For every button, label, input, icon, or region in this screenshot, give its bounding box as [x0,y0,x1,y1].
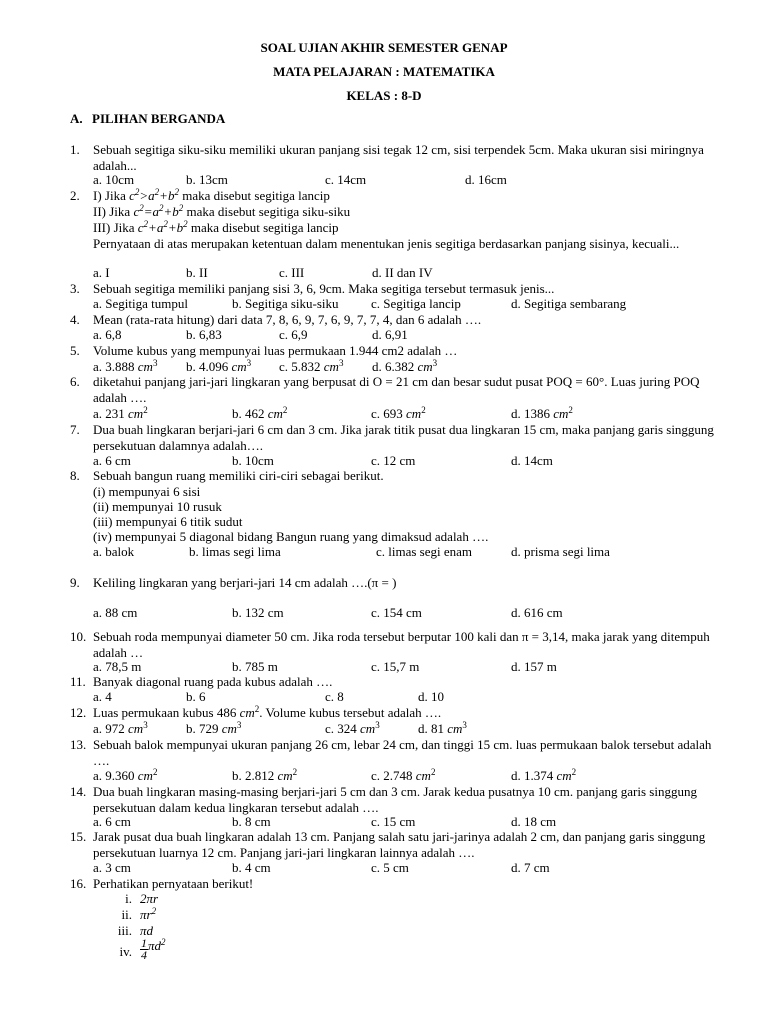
formula: $\pi r^2$ [140,906,157,922]
option-d: d. 157 m [511,659,557,674]
question-number: 9. [70,575,80,590]
formula-text: πd [148,938,162,953]
option-value: a. 231 [93,406,129,421]
question-text: Dua buah lingkaran berjari-jari 6 cm dan 3 cm. Jika jarak titik pusat dua lingkaran 15 cm, maka panjang garis singgung persekutuan dalamnya adalah…. [93,422,714,453]
question-text: Banyak diagonal ruang pada kubus adalah …. [93,674,333,689]
statement-1 [93,188,330,204]
option-value: a. 972 [93,721,129,736]
statement-suffix: maka disebut segitiga siku-siku [183,204,351,219]
exponent: 3 [246,358,252,368]
option-a: a. balok [93,544,135,559]
unit: cm [277,768,293,783]
question-10 [70,629,730,660]
option-value: b. 729 [186,721,222,736]
option-b: b. 8 cm [232,814,271,829]
option-b: b. 6 [186,689,206,704]
option-c: c. 6,9 [279,327,308,342]
question-14 [70,784,730,815]
question-number: 13. [70,737,87,752]
exponent: 3 [236,720,242,730]
option-value: a. 9.360 [93,768,138,783]
option-d: d. II dan IV [372,265,433,280]
question-text: Dua buah lingkaran masing-masing berjari-jari 5 cm dan 3 cm. Jarak kedua pusatnya 10 cm. panjang garis singgung persekutuan dalam kedua lingkaran tersebut adalah …. [93,784,697,815]
exponent: 3 [143,720,148,730]
option-a: a. 6,8 [93,327,122,342]
exponent: 2 [430,767,436,777]
option-value: d. 1386 [511,406,554,421]
text-prefix: Luas permukaan kubus 486 [93,705,240,720]
option-a [93,406,148,422]
question-2-statement [70,236,730,252]
question-text: Sebuah roda mempunyai diameter 50 cm. Jika roda tersebut berputar 100 kali dan π = 3,14, maka jarak yang ditempuh adalah … [93,629,710,660]
question-number: 2. [70,188,80,203]
option-c: c. III [279,265,305,280]
exponent: 3 [152,358,158,368]
subject-title: MATA PELAJARAN : MATEMATIKA [273,64,495,79]
option-value: c. 693 [371,406,407,421]
option-value: d. 81 [418,721,448,736]
formula: $c^2=a^2+b^2$ [133,203,184,219]
option-a: a. 6 cm [93,453,131,468]
question-6 [70,374,730,405]
unit: cm [447,721,463,736]
option-d [418,721,467,737]
exponent: 2 [254,704,260,714]
exponent: 2 [571,767,577,777]
option-d: d. 7 cm [511,860,550,875]
statement-2 [93,204,350,220]
statement-prefix: II) Jika [93,204,134,219]
option-c: c. limas segi enam [376,544,473,559]
option-d [511,406,573,422]
question-number: 3. [70,281,80,296]
option-value: c. 2.748 [371,768,416,783]
option-a: a. 88 cm [93,605,138,620]
statement-label: iv. [119,944,132,959]
statement-label: i. [125,891,132,906]
option-value: d. 1.374 [511,768,557,783]
formula: $\frac{1}{4}$ $\pi d^2$ [141,936,166,962]
exponent: 2 [282,405,288,415]
option-b: b. 132 cm [232,605,284,620]
option-b [186,721,241,737]
exponent: 3 [375,720,380,730]
option-a [93,768,157,784]
option-d: d. 18 cm [511,814,557,829]
text-suffix: . Volume kubus tersebut adalah …. [259,705,442,720]
option-a: a. 3 cm [93,860,131,875]
exponent: 2 [152,767,158,777]
exam-title: SOAL UJIAN AKHIR SEMESTER GENAP [260,40,508,55]
option-d: d. prisma segi lima [511,544,610,559]
option-d: d. 6,91 [372,327,408,342]
exponent: 3 [338,358,344,368]
question-text: Sebuah bangun ruang memiliki ciri-ciri sebagai berikut. [93,468,384,483]
option-b: b. 4 cm [232,860,271,875]
feature-iv: (iv) mempunyai 5 diagonal bidang Bangun ruang yang dimaksud adalah …. [93,529,489,544]
option-value: d. 6.382 [372,359,418,374]
question-number: 15. [70,829,87,844]
option-d: d. Segitiga sembarang [511,296,627,311]
option-d: d. 16cm [465,172,507,187]
unit: cm [415,768,431,783]
question-number: 11. [70,674,86,689]
question-text: Jarak pusat dua buah lingkaran adalah 13 cm. Panjang salah satu jari-jarinya adalah 2 cm, dan panjang garis singgung persekutuan luarnya 12 cm. Panjang jari-jari lingkaran lainnya adalah …. [93,829,706,860]
option-b [186,359,251,375]
question-number: 16. [70,876,87,891]
unit: cm [323,359,339,374]
question-text: Pernyataan di atas merupakan ketentuan dalam menentukan jenis segitiga berdasarkan panjang sisinya, kecuali... [93,236,680,251]
option-b: b. 10cm [232,453,274,468]
option-c: c. 14cm [325,172,367,187]
question-text: Perhatikan pernyataan berikut! [93,876,254,891]
option-b: b. 785 m [232,659,278,674]
option-value: b. 462 [232,406,268,421]
option-c: c. 8 [325,689,344,704]
option-b [232,406,287,422]
statement-label: iii. [117,923,132,938]
fraction [140,938,148,961]
formula: πd [140,923,154,938]
option-b: b. Segitiga siku-siku [232,296,339,311]
statement-prefix: III) Jika [93,220,138,235]
option-c: c. 15,7 m [371,659,420,674]
unit: cm [128,721,144,736]
option-c: c. 15 cm [371,814,416,829]
option-b: b. 6,83 [186,327,222,342]
question-number: 1. [70,142,80,157]
option-a [93,359,157,375]
question-1 [70,142,730,173]
statement-label: ii. [121,907,132,922]
option-a: a. 4 [93,689,112,704]
option-d: d. 14cm [511,453,553,468]
option-b: b. II [186,265,208,280]
option-a: a. Segitiga tumpul [93,296,188,311]
option-value: c. 324 [325,721,361,736]
section-heading [70,111,225,127]
formula: $c^2>a^2+b^2$ [129,187,179,203]
question-number: 4. [70,312,80,327]
exponent: 2 [421,405,426,415]
formula: 2πr [140,891,159,906]
option-d: d. 10 [418,689,444,704]
unit: cm [406,406,422,421]
option-c: c. 12 cm [371,453,416,468]
option-value: c. 5.832 [279,359,324,374]
unit: cm [137,359,153,374]
section-title: PILIHAN BERGANDA [92,111,226,126]
class-title: KELAS : 8-D [346,88,422,103]
exponent: 2 [568,405,573,415]
option-a [93,721,148,737]
statement-prefix: I) Jika [93,188,130,203]
option-a: a. 10cm [93,172,135,187]
option-c [371,768,435,784]
option-c [279,359,343,375]
unit: cm [128,406,144,421]
exponent: 3 [432,358,438,368]
fraction-numerator: 1 [141,936,147,950]
option-value: a. 3.888 [93,359,138,374]
exponent: 3 [462,720,467,730]
feature-i: (i) mempunyai 6 sisi [93,484,201,499]
statement-suffix: maka disebut segitiga lancip [187,220,339,235]
option-d: d. 616 cm [511,605,563,620]
unit: cm [417,359,433,374]
question-number: 5. [70,343,80,358]
option-value: b. 4.096 [186,359,232,374]
option-b: b. limas segi lima [189,544,281,559]
option-d [511,768,576,784]
question-number: 12. [70,705,87,720]
question-text [93,705,441,721]
question-text: Keliling lingkaran yang berjari-jari 14 cm adalah ….(π = ) [93,575,397,590]
statement-3 [93,220,339,236]
option-c: c. 5 cm [371,860,409,875]
option-d [372,359,437,375]
unit: cm [137,768,153,783]
question-15 [70,829,730,860]
section-letter: A. [70,111,83,126]
question-number: 6. [70,374,80,389]
option-b [232,768,297,784]
option-c: c. Segitiga lancip [371,296,461,311]
unit: cm [553,406,569,421]
option-value: b. 2.812 [232,768,278,783]
question-number: 14. [70,784,87,799]
question-number: 7. [70,422,80,437]
question-text: diketahui panjang jari-jari lingkaran yang berpusat di O = 21 cm dan besar sudut pusat POQ = 60°. Luas juring POQ adalah …. [93,374,700,405]
formula: $c^2+a^2+b^2$ [137,219,188,235]
question-text: Sebuah balok mempunyai ukuran panjang 26 cm, lebar 24 cm, dan tinggi 15 cm. luas permukaan balok tersebut adalah …. [93,737,712,768]
question-text: Volume kubus yang mempunyai luas permukaan 1.944 cm2 adalah … [93,343,458,358]
unit: cm [239,705,255,720]
question-number: 10. [70,629,87,644]
option-c: c. 154 cm [371,605,422,620]
question-7 [70,422,730,453]
feature-iii: (iii) mempunyai 6 titik sudut [93,514,243,529]
statement-suffix: maka disebut segitiga lancip [178,188,330,203]
option-a: a. I [93,265,110,280]
option-c [371,406,426,422]
unit: cm [231,359,247,374]
exponent: 2 [143,405,148,415]
fraction-denominator: 4 [141,948,147,962]
exponent: 2 [292,767,298,777]
unit: cm [267,406,283,421]
question-number: 8. [70,468,80,483]
unit: cm [556,768,572,783]
option-a: a. 78,5 m [93,659,142,674]
question-13 [70,737,730,768]
unit: cm [360,721,376,736]
option-b: b. 13cm [186,172,228,187]
question-text: Sebuah segitiga siku-siku memiliki ukuran panjang sisi tegak 12 cm, sisi terpendek 5cm. Maka ukuran sisi miringnya adalah... [93,142,704,173]
option-c [325,721,380,737]
question-text: Sebuah segitiga memiliki panjang sisi 3, 6, 9cm. Maka segitiga tersebut termasuk jenis... [93,281,555,296]
question-text: Mean (rata-rata hitung) dari data 7, 8, 6, 9, 7, 6, 9, 7, 7, 4, dan 6 adalah …. [93,312,482,327]
formula-text: πr [140,907,152,922]
option-a: a. 6 cm [93,814,131,829]
feature-ii: (ii) mempunyai 10 rusuk [93,499,222,514]
unit: cm [221,721,237,736]
